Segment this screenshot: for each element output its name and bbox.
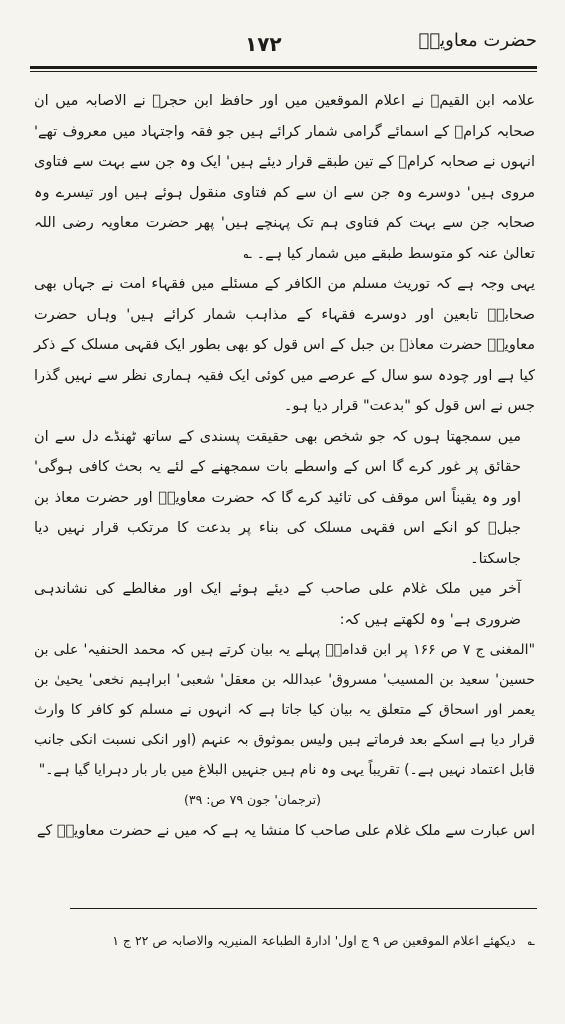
footnote-text: دیکھئے اعلام الموقعین ص ۹ ج اول' ادارۃ الطباعۃ المنیریہ والاصابہ ص ۲۲ ج ۱	[112, 933, 516, 948]
paragraph: اس عبارت سے ملک غلام علی صاحب کا منشا یہ ہے کہ میں نے حضرت معاویہؓ کے	[36, 822, 535, 839]
paragraph: آخر میں ملک غلام علی صاحب کے دیئے ہوئے ایک اور مغالطے کی نشاندہی ضروری ہے' وہ لکھتے ہیں کہ:	[34, 581, 521, 628]
block-quote: "المغنی ج ۷ ص ۱۶۶ پر ابن قدامہؒ پہلے یہ بیان کرتے ہیں کہ محمد الحنفیہ' علی بن حسین' سعید بن المسیب' مسروق' عبداللہ بن معقل' شعبی' ابراہیم نخعی' یحییٰ بن یعمر اور اسحاق کے متعلق یہ بیان کیا جاتا ہے کہ انہوں نے مسلم کو کافر کا وارث قرار دیا ہے اسکے بعد فرماتے ہیں ولیس بموثوق بہ عنہم (اور انکی نسبت انکی جانب قابل اعتماد نہیں ہے۔) تقریباً یہی وہ نام ہیں جنہیں البلاغ میں بار بار دہرایا گیا ہے۔"	[34, 642, 536, 778]
paragraph: علامہ ابن القیمؒ نے اعلام الموقعین میں اور حافظ ابن حجرؒ نے الاصابہ میں ان صحابہ کرامؓ کے اسمائے گرامی شمار کرائے ہیں جو فقہ واجتہاد میں معروف تھے' انہوں نے صحابہ کرامؓ کے تین طبقے قرار دیئے ہیں' ایک وہ جن سے بہت سے فتاوی مروی ہیں' دوسرے وہ جن سے ان سے کم فتاوی منقول ہوئے ہیں اور تیسرے وہ صحابہ جن سے بہت کم فتاوی ہم تک پہنچے ہیں' پھر حضرت معاویہ رضی اللہ تعالیٰ عنہ کو متوسط طبقے میں شمار کیا ہے۔ ؎	[34, 93, 535, 262]
body-text	[34, 86, 535, 846]
page-header	[30, 28, 537, 64]
header-rule	[30, 66, 537, 69]
header-rule-thin	[30, 71, 537, 72]
footnote-rule	[70, 908, 537, 909]
quote-citation: (ترجمان' جون ۷۹ ص: ۳۹)	[184, 792, 321, 807]
footnote-mark: ؎	[527, 933, 535, 948]
paragraph: میں سمجھتا ہوں کہ جو شخص بھی حقیقت پسندی کے ساتھ ٹھنڈے دل سے ان حقائق پر غور کرے گا اس کے واسطے بات سمجھنے کے لئے یہ بحث کافی ہوگی' اور وہ یقیناً اس موقف کی تائید کرے گا کہ حضرت معاویہؓ اور حضرت معاذ بن جبلؓ کو انکے اس فقہی مسلک کی بناء پر بدعت کا مرتکب قرار نہیں دیا جاسکتا۔	[34, 428, 521, 567]
paragraph: یہی وجہ ہے کہ توریث مسلم من الکافر کے مسئلے میں فقہاء امت نے جہاں بھی صحابہؓ تابعین اور دوسرے فقہاء کے مذاہب شمار کرائے ہیں' وہاں حضرت معاویہؓ حضرت معاذؓ بن جبل کے اس قول کو بھی بطور ایک فقہی مسلک کے ذکر کیا ہے اور چودہ سو سال کے عرصے میں کوئی ایک فقیہ ہماری نظر سے نہیں گذرا جس نے اس قول کو "بدعت" قرار دیا ہو۔	[34, 276, 535, 414]
footnote	[34, 930, 535, 952]
running-title: حضرت معاویہؓ	[418, 30, 537, 51]
page-number: ۱۷۲	[245, 32, 282, 56]
